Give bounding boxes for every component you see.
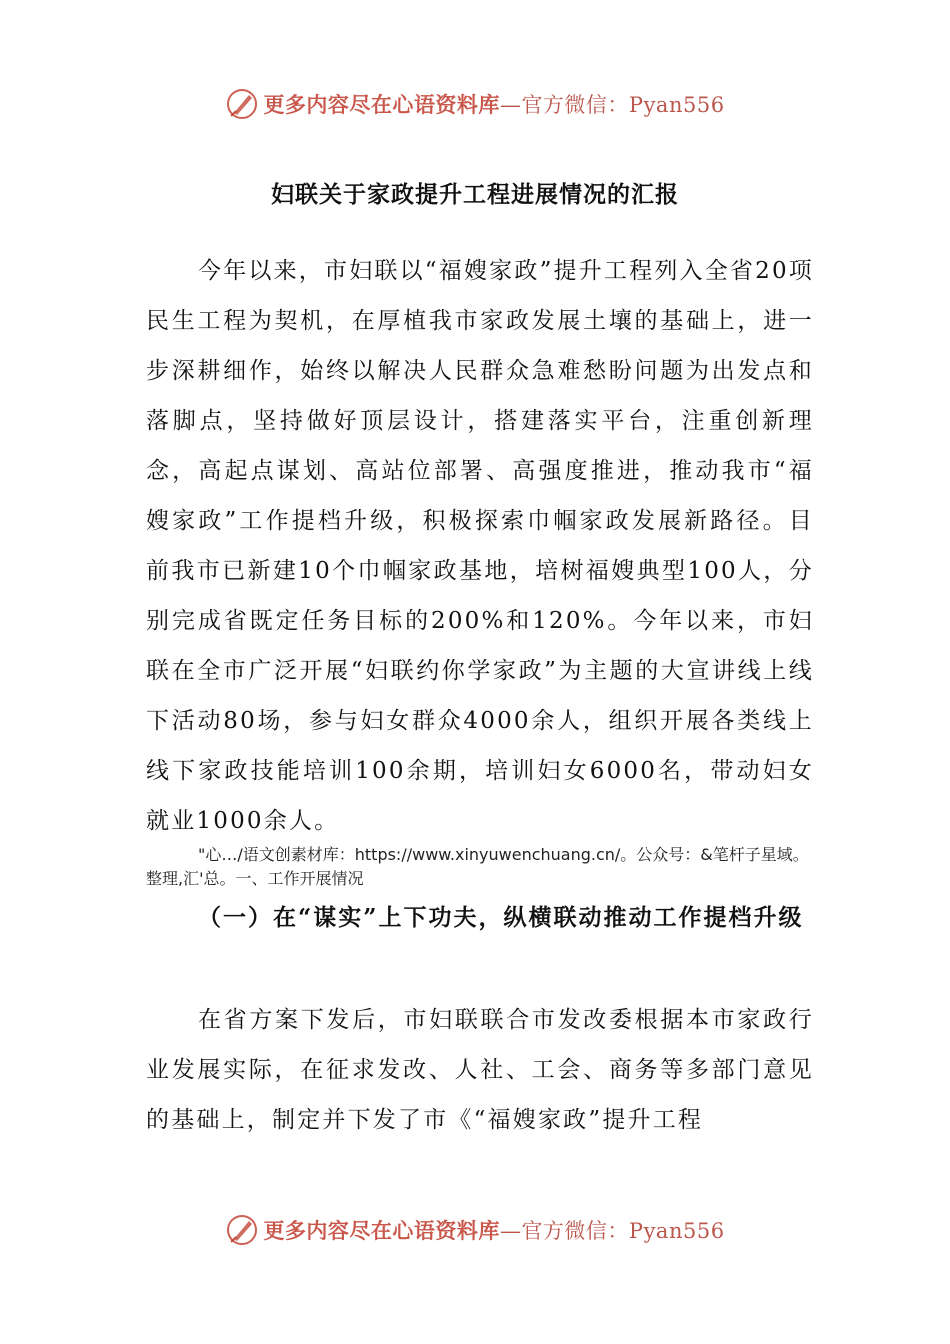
quill-logo-icon	[225, 1213, 259, 1247]
section-heading: （一）在“谋实”上下功夫，纵横联动推动工作提档升级	[198, 904, 804, 931]
source-note: "心…/语文创素材库：https://www.xinyuwenchuang.cn/。公众号：&笔杆子星域。整理,汇'总。一、工作开展情况	[146, 845, 809, 888]
paragraph-section-1: 在省方案下发后，市妇联联合市发改委根据本市家政行业发展实际，在征求发改、人社、工会、商务等多部门意见的基础上，制定并下发了市《“福嫂家政”提升工程	[146, 1007, 814, 1133]
watermark-banner-top	[0, 82, 950, 126]
watermark-banner-bottom	[0, 1208, 950, 1252]
watermark-text: 更多内容尽在心语资料库—官方微信：Pyan556	[263, 92, 725, 117]
quill-logo-icon	[225, 87, 259, 121]
paragraph-intro: 今年以来，市妇联以“福嫂家政”提升工程列入全省20项民生工程为契机，在厚植我市家政发展土壤的基础上，进一步深耕细作，始终以解决人民群众急难愁盼问题为出发点和落脚点，坚持做好顶层设计，搭建落实平台，注重创新理念，高起点谋划、高站位部署、高强度推进，推动我市“福嫂家政”工作提档升级，积极探索巾帼家政发展新路径。目前我市已新建10个巾帼家政基地，培树福嫂典型100人，分别完成省既定任务目标的200%和120%。今年以来，市妇联在全市广泛开展“妇联约你学家政”为主题的大宣讲线上线下活动80场，参与妇女群众4000余人，组织开展各类线上线下家政技能培训100余期，培训妇女6000名，带动妇女就业1000余人。	[146, 258, 814, 834]
watermark-text: 更多内容尽在心语资料库—官方微信：Pyan556	[263, 1218, 725, 1243]
document-title: 妇联关于家政提升工程进展情况的汇报	[271, 181, 679, 208]
